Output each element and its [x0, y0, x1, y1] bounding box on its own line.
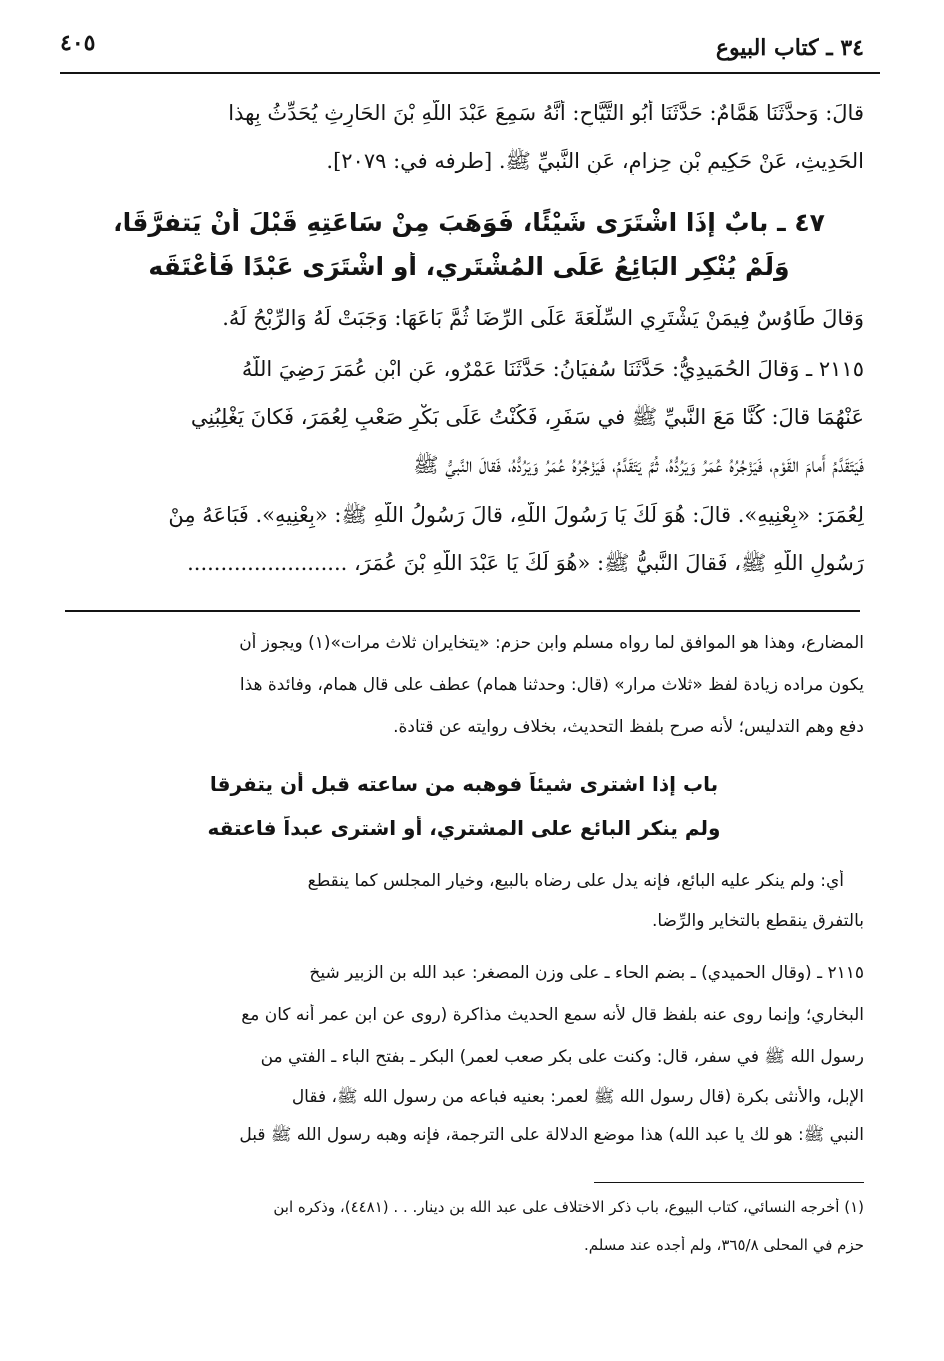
chapter-heading-line-1: ٤٧ ـ بابٌ إِذَا اشْتَرَى شَيْئًا، فَوَهَبَ مِنْ سَاعَتِهِ قَبْلَ أَنْ يَتفرَّقَا، [113, 208, 825, 237]
matn-line: قالَ: وَحدَّثَنَا هَمَّامٌ: حَدَّثَنَا أَبُو التَّيَّاحِ: أَنَّهُ سَمِعَ عَبْدَ اللَّهِ بْنَ الحَارِثِ يُحَدِّثُ بِهذا [228, 101, 864, 125]
commentary-heading-line-1: باب إذا اشترى شيئاً فوهبه من ساعته قبل أن يتفرقا [209, 772, 719, 796]
chapter-title: ٣٤ ـ كتاب البيوع [715, 35, 864, 61]
footnote-line: (١) أخرجه النسائي، كتاب البيوع، باب ذكر الاختلاف على عبد الله بن دينار. . . (٤٤٨١)، وذكره ابن [273, 1198, 864, 1216]
section-divider [65, 610, 860, 612]
hadith-line: رَسُولِ اللَّهِ ﷺ، فَقالَ النَّبيُّ ﷺ: «هُوَ لَكَ يَا عَبْدَ اللَّهِ بْنَ عُمَرَ، ........................ [187, 551, 864, 575]
commentary-line: الإبل، والأنثى بكرة (قال رسول الله ﷺ لعمر: بعنيه فباعه من رسول الله ﷺ، فقال [291, 1087, 864, 1107]
commentary-heading-line-2: ولم ينكر البائع على المشتري، أو اشترى عبداً فاعتقه [207, 816, 721, 840]
footnote-line: حزم في المحلى ٣٦٥/٨، ولم أجده عند مسلم. [583, 1236, 864, 1254]
commentary-line: دفع وهم التدليس؛ لأنه صرح بلفظ التحديث، بخلاف روايته عن قتادة. [393, 717, 864, 737]
hadith-line: فَيَتَقَدَّمُ أَمامَ القَوْمِ، فَيَزْجُرُهُ عُمَرُ وَيَرُدُّهُ، ثُمَّ يَتَقَدَّمُ، فَيَزْجُرُهُ عُمَرُ وَيَرُدُّهُ، فَقالَ النَّبيُّ ﷺ [413, 453, 864, 477]
commentary-line: يكون مراده زيادة لفظ «ثلاث مرار» (قال: وحدثنا همام) عطف على قال همام، وفائدة هذا [239, 675, 864, 695]
commentary-line: رسول الله ﷺ في سفر، قال: وكنت على بكر صعب لعمر) البكر ـ بفتح الباء ـ الفتي من [260, 1047, 864, 1067]
hadith-line: عَنْهُمَا قالَ: كُنَّا مَعَ النَّبيِّ ﷺ في سَفَرٍ، فَكُنْتُ عَلَى بَكْرٍ صَعْبٍ لِعُمَرَ، فَكانَ يَغْلِبُنِي [190, 405, 864, 429]
hadith-line: لِعُمَرَ: «بِعْنِيهِ». قالَ: هُوَ لَكَ يَا رَسُولَ اللَّهِ، قالَ رَسُولُ اللَّهِ ﷺ: «بِعْنِيهِ». فَبَاعَهُ مِنْ [168, 503, 864, 527]
chapter-heading-line-2: وَلَمْ يُنْكِرِ البَائِعُ عَلَى المُشْتَرِي، أَوِ اشْتَرَى عَبْدًا فَأَعْتَقَه [148, 252, 790, 281]
hadith-line: ٢١١٥ ـ وَقالَ الحُمَيدِيُّ: حَدَّثَنَا سُفيَانُ: حَدَّثَنَا عَمْرٌو، عَنِ ابْنِ عُمَرَ رَضِيَ اللَّهُ [241, 357, 864, 381]
commentary-line: المضارع، وهذا هو الموافق لما رواه مسلم وابن حزم: «يتخايران ثلاث مرات»(١) ويجوز أن [239, 633, 864, 653]
page-number: ٤٠٥ [60, 30, 96, 56]
commentary-line: ٢١١٥ ـ (وقال الحميدي) ـ بضم الحاء ـ على وزن المصغر: عبد الله بن الزبير شيخ [309, 963, 864, 983]
header-rule [60, 72, 880, 74]
footnote-rule [594, 1182, 864, 1183]
commentary-line: النبي ﷺ: هو لك يا عبد الله) هذا موضع الدلالة على الترجمة، فإنه وهبه رسول الله ﷺ قبل [239, 1125, 864, 1145]
commentary-line: أي: ولم ينكر عليه البائع، فإنه يدل على رضاه بالبيع، وخيار المجلس كما ينقطع [307, 871, 844, 891]
commentary-line: بالتفرق ينقطع بالتخاير والرِّضا. [651, 911, 864, 931]
tawus-quote: وَقالَ طَاوُسٌ فِيمَنْ يَشْتَرِي السِّلْعَةَ عَلَى الرِّضَا ثُمَّ بَاعَهَا: وَجَبَتْ لَهُ وَالرِّبْحُ لَهُ. [222, 306, 864, 330]
commentary-line: البخاري؛ وإنما روى عنه بلفظ قال لأنه سمع الحديث مذاكرة (روى عن ابن عمر أنه كان مع [241, 1005, 864, 1025]
matn-line: الحَدِيثِ، عَنْ حَكِيمِ بْنِ حِزامٍ، عَنِ النَّبيِّ ﷺ. [طرفه في: ٢٠٧٩]. [326, 149, 864, 173]
